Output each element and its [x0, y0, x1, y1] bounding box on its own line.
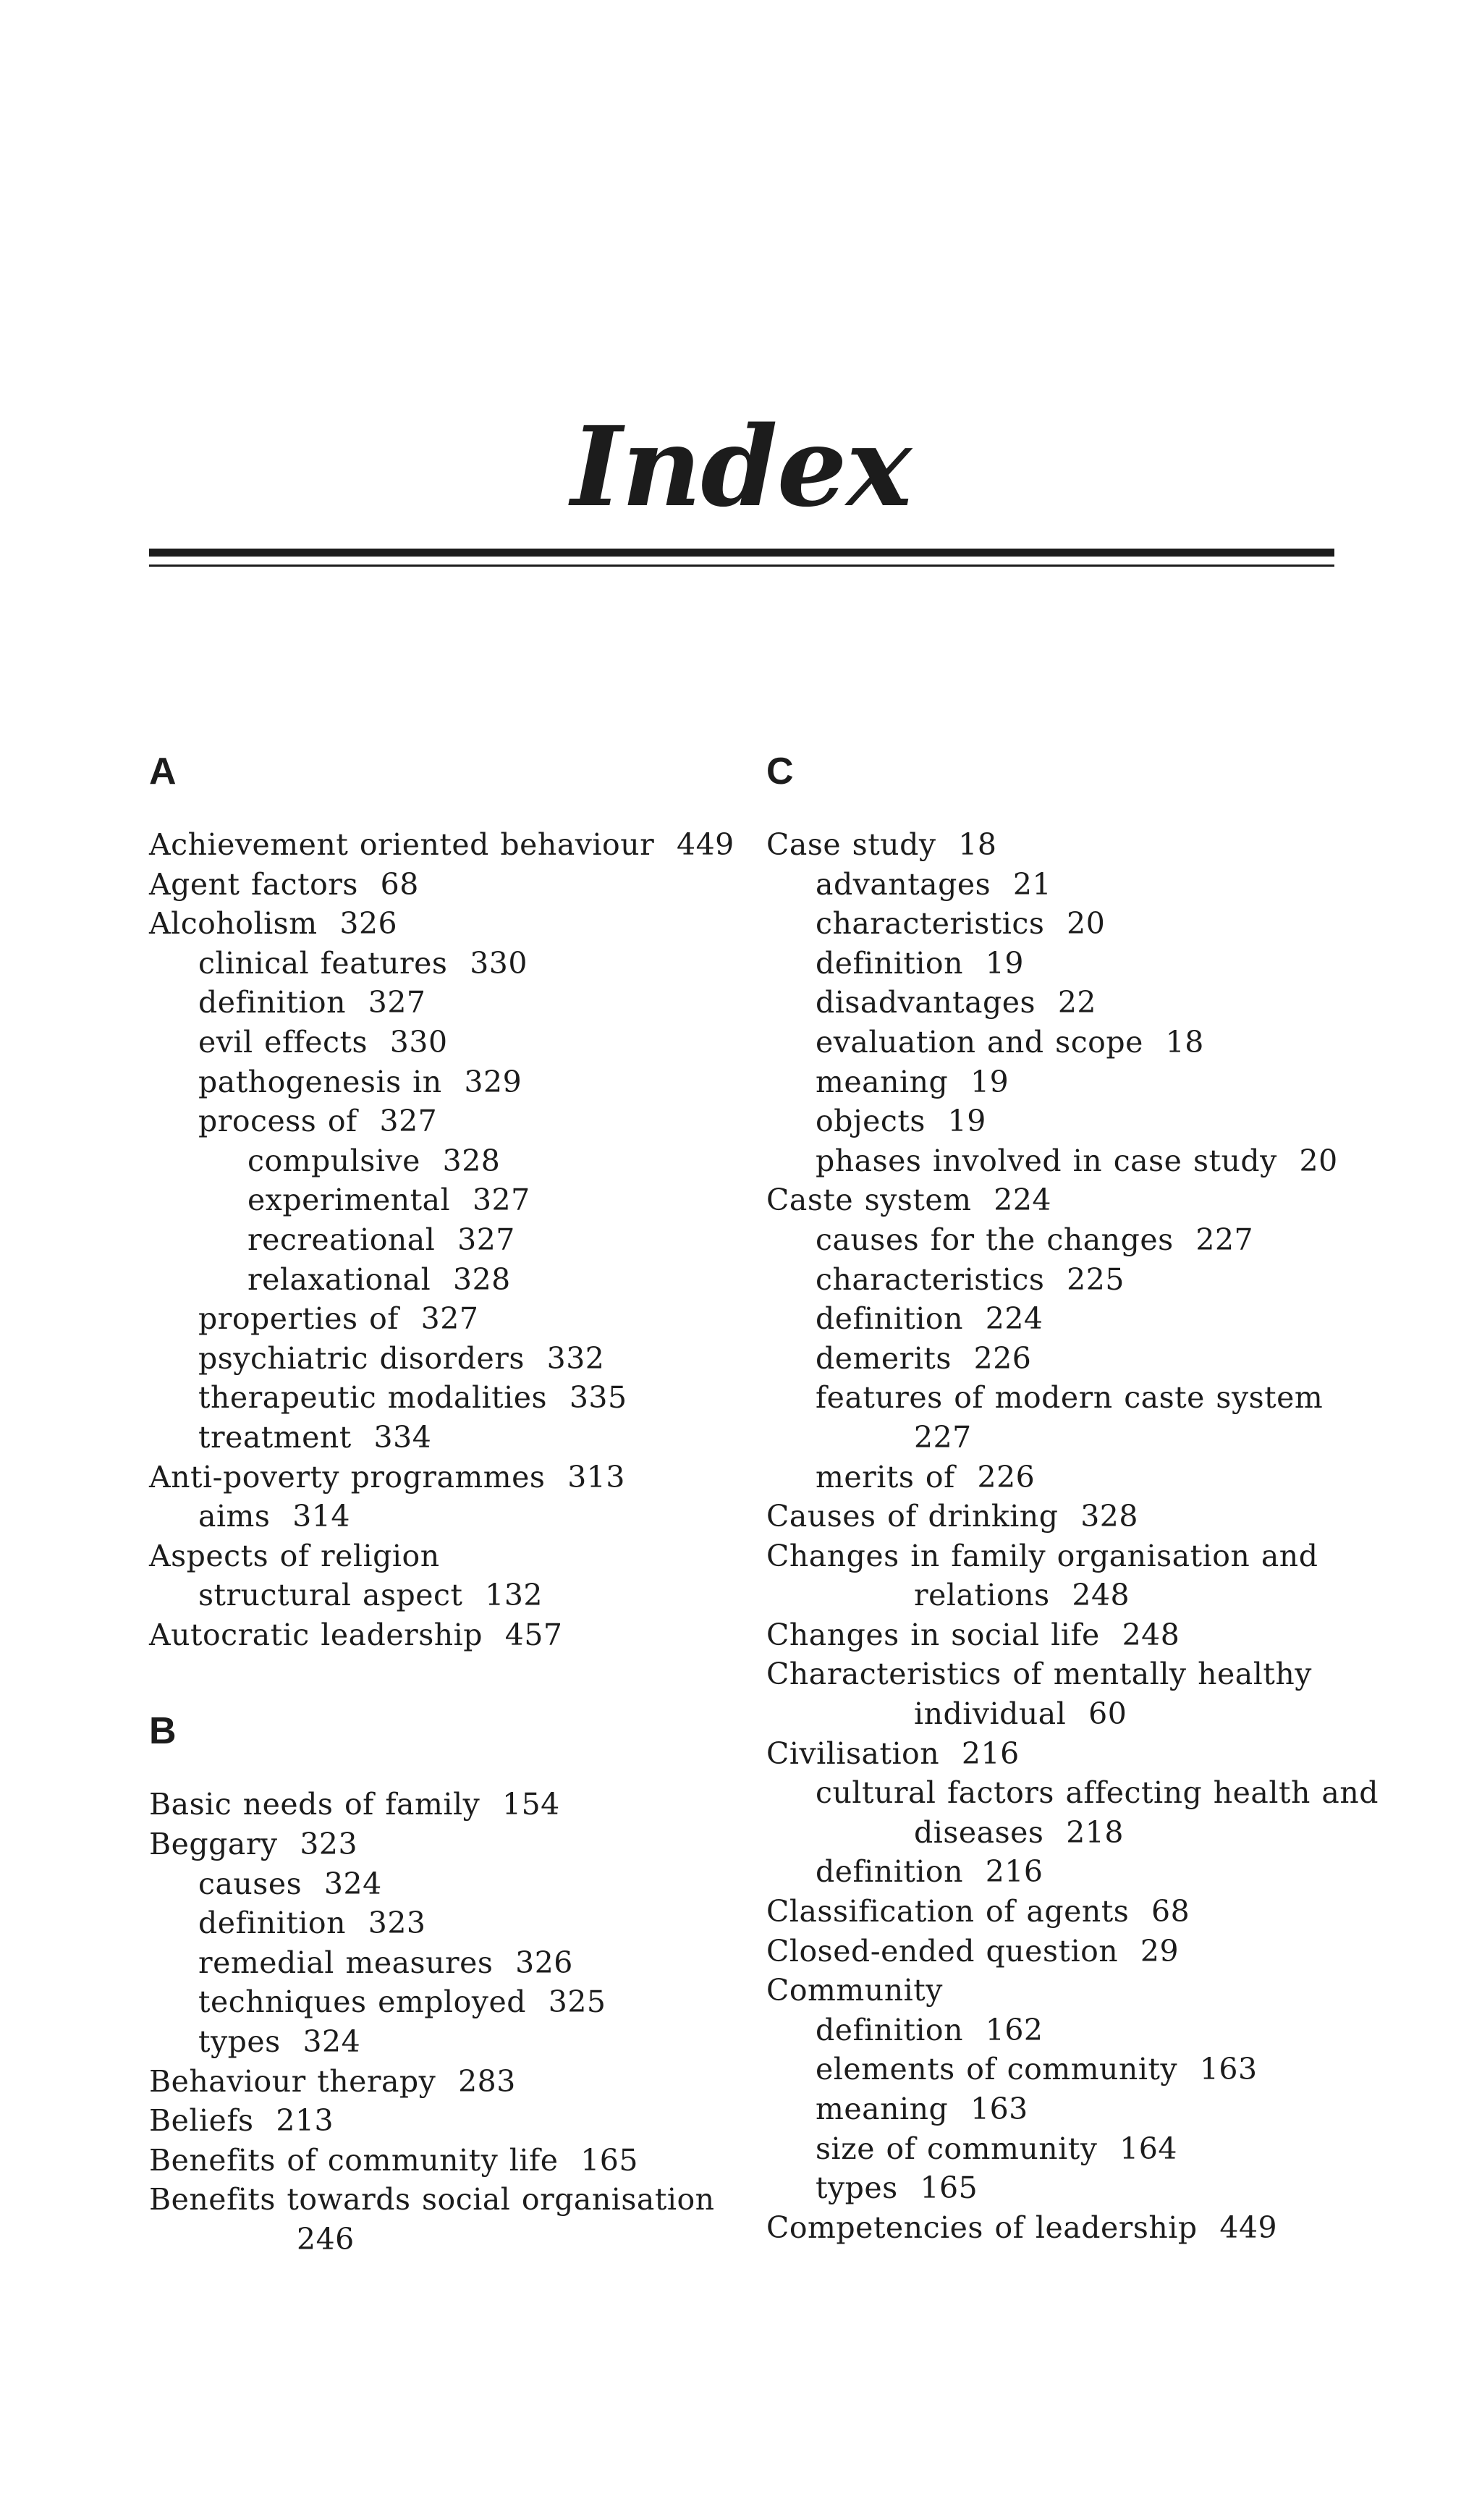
index-subentry — [766, 2089, 1345, 2129]
entry-term: techniques employed — [198, 1984, 526, 2020]
entry-page-number: 227 — [914, 1419, 972, 1455]
entry-term: remedial measures — [198, 1945, 494, 1980]
entry-page-number: 324 — [302, 2024, 361, 2060]
entry-page-number: 327 — [368, 985, 426, 1020]
entry-page-number: 19 — [970, 1064, 1009, 1099]
entry-page-number: 328 — [442, 1143, 501, 1178]
index-subentry — [766, 1062, 1345, 1102]
entry-term: definition — [816, 945, 963, 981]
index-entry — [766, 1971, 1345, 2010]
entry-term: Community — [766, 1973, 943, 2008]
entry-term: characteristics — [816, 906, 1045, 942]
index-entry — [149, 825, 734, 865]
entry-term: aims — [198, 1499, 271, 1534]
index-subentry — [149, 1418, 728, 1458]
entry-continuation — [816, 1813, 1345, 1853]
entry-list-c — [766, 825, 1379, 2247]
entry-term: definition — [816, 2012, 963, 2047]
entry-term: Autocratic leadership — [149, 1617, 483, 1652]
entry-term: evil effects — [198, 1024, 368, 1060]
index-entry — [149, 2101, 728, 2141]
entry-term: disadvantages — [816, 985, 1036, 1020]
entry-term: characteristics — [816, 1261, 1045, 1297]
index-subentry — [149, 1497, 728, 1536]
index-entry — [766, 1536, 1345, 1615]
index-subentry — [766, 1141, 1345, 1181]
entry-page-number: 18 — [1165, 1024, 1204, 1060]
entry-page-number: 68 — [1151, 1894, 1190, 1929]
entry-term: Aspects of religion — [149, 1538, 440, 1573]
entry-term: Benefits towards social organisation — [149, 2182, 715, 2217]
section-letter-b: B — [149, 1710, 177, 1753]
entry-page-number: 21 — [1012, 866, 1052, 902]
entry-page-number: 164 — [1119, 2131, 1177, 2166]
index-subentry — [149, 1180, 728, 1220]
entry-page-number: 328 — [1080, 1499, 1138, 1534]
index-entry — [766, 1734, 1345, 1774]
index-subentry — [149, 944, 728, 984]
index-subentry — [766, 1852, 1345, 1892]
title-rule-thick — [149, 549, 1334, 557]
entry-page-number: 248 — [1072, 1578, 1130, 1613]
entry-term: clinical features — [198, 945, 448, 981]
entry-list-b — [149, 1785, 728, 2259]
entry-term: compulsive — [247, 1143, 420, 1178]
index-subentry — [766, 1378, 1345, 1457]
entry-page-number: 323 — [368, 1906, 426, 1941]
entry-term-continued: individual — [914, 1696, 1067, 1732]
entry-term: cultural factors affecting health and — [816, 1775, 1379, 1811]
entry-term: Basic needs of family — [149, 1787, 480, 1822]
entry-page-number: 163 — [970, 2092, 1028, 2126]
index-subentry — [766, 944, 1345, 984]
entry-term: Beliefs — [149, 2103, 254, 2139]
entry-page-number: 165 — [920, 2170, 978, 2206]
index-entry — [149, 1458, 728, 1497]
index-subentry — [766, 2010, 1345, 2050]
entry-term: relaxational — [247, 1261, 431, 1297]
entry-page-number: 329 — [464, 1064, 522, 1099]
section-letter-a: A — [149, 750, 177, 792]
index-subentry — [766, 1260, 1345, 1300]
entry-page-number: 162 — [985, 2012, 1043, 2047]
entry-page-number: 226 — [973, 1340, 1032, 1376]
entry-term: therapeutic modalities — [198, 1380, 548, 1416]
index-subentry — [149, 983, 728, 1023]
entry-term: experimental — [247, 1183, 451, 1218]
entry-term: Changes in family organisation and — [766, 1538, 1318, 1573]
index-entry — [149, 2141, 728, 2181]
entry-term: causes — [198, 1866, 302, 1901]
index-entry — [149, 2180, 728, 2259]
entry-page-number: 323 — [300, 1827, 358, 1862]
entry-page-number: 328 — [452, 1261, 511, 1297]
entry-term: meaning — [816, 1064, 949, 1099]
entry-term: Causes of drinking — [766, 1499, 1059, 1534]
entry-page-number: 335 — [569, 1380, 627, 1416]
entry-term: Changes in social life — [766, 1617, 1100, 1652]
entry-page-number: 449 — [677, 827, 734, 862]
index-subentry — [149, 2022, 728, 2062]
index-column-right — [766, 745, 1379, 2247]
entry-page-number: 457 — [504, 1617, 563, 1652]
entry-term: Closed-ended question — [766, 1933, 1119, 1969]
index-entry — [149, 1785, 728, 1825]
index-entry — [766, 1180, 1345, 1220]
entry-page-number: 332 — [546, 1340, 605, 1376]
entry-term: definition — [198, 985, 346, 1020]
entry-page-number: 327 — [420, 1301, 479, 1337]
entry-page-number: 449 — [1219, 2210, 1278, 2245]
index-subentry — [149, 1260, 728, 1300]
entry-term: pathogenesis in — [198, 1064, 442, 1099]
entry-term-continued: relations — [914, 1578, 1050, 1613]
index-entry — [149, 904, 728, 944]
entry-page-number: 216 — [961, 1735, 1020, 1771]
entry-continuation — [766, 1694, 1345, 1734]
entry-term: types — [198, 2024, 281, 2060]
entry-page-number: 19 — [985, 945, 1024, 981]
entry-continuation — [816, 1418, 1345, 1458]
entry-term: Case study — [766, 827, 936, 862]
entry-page-number: 68 — [380, 866, 419, 902]
entry-term: meaning — [816, 2092, 949, 2126]
index-subentry — [766, 1299, 1345, 1339]
entry-page-number: 218 — [1066, 1814, 1124, 1850]
entry-page-number: 327 — [457, 1222, 515, 1257]
index-title: Index — [570, 402, 912, 531]
index-subentry — [766, 865, 1345, 905]
index-subentry — [149, 1864, 728, 1904]
entry-page-number: 314 — [292, 1499, 350, 1534]
section-spacer — [149, 1654, 728, 1705]
index-subentry — [149, 1023, 728, 1062]
index-subentry — [766, 1220, 1345, 1260]
entry-page-number: 20 — [1299, 1143, 1338, 1178]
entry-page-number: 20 — [1067, 906, 1106, 942]
entry-page-number: 226 — [977, 1459, 1036, 1494]
index-entry — [149, 1536, 728, 1576]
entry-page-number: 325 — [548, 1984, 606, 2020]
entry-term: advantages — [816, 866, 991, 902]
index-entry — [766, 1932, 1345, 1971]
entry-page-number: 224 — [994, 1183, 1052, 1218]
entry-page-number: 327 — [472, 1183, 530, 1218]
index-subentry — [766, 1102, 1345, 1141]
entry-term: psychiatric disorders — [198, 1340, 525, 1376]
entry-page-number: 283 — [458, 2063, 516, 2099]
entry-continuation — [766, 1576, 1345, 1615]
entry-term: definition — [816, 1854, 963, 1890]
index-subentry — [766, 2168, 1345, 2208]
entry-page-number: 248 — [1122, 1617, 1180, 1652]
entry-term: Characteristics of mentally healthy — [766, 1657, 1312, 1692]
entry-term: definition — [198, 1906, 346, 1941]
entry-term: process of — [198, 1104, 357, 1139]
entry-page-number: 227 — [1195, 1222, 1254, 1257]
title-rule-thin — [149, 565, 1334, 567]
entry-page-number: 216 — [985, 1854, 1043, 1890]
entry-term: Anti-poverty programmes — [149, 1459, 546, 1494]
entry-page-number: 132 — [485, 1578, 543, 1613]
index-entry — [149, 1825, 728, 1864]
entry-page-number: 213 — [276, 2103, 334, 2139]
entry-page-number: 326 — [515, 1945, 573, 1980]
index-entry — [766, 825, 1345, 865]
entry-term: evaluation and scope — [816, 1024, 1143, 1060]
entry-page-number: 334 — [373, 1419, 432, 1455]
entry-page-number: 324 — [323, 1866, 382, 1901]
index-entry — [149, 2062, 728, 2102]
entry-page-number: 154 — [502, 1787, 560, 1822]
entry-term: Competencies of leadership — [766, 2210, 1198, 2245]
entry-term: features of modern caste system — [816, 1380, 1324, 1416]
entry-page-number: 22 — [1057, 985, 1096, 1020]
index-subentry — [149, 1943, 728, 1983]
entry-term: Beggary — [149, 1827, 278, 1862]
index-subentry — [766, 2050, 1345, 2089]
entry-page-number: 19 — [947, 1104, 986, 1139]
entry-term: objects — [816, 1104, 926, 1139]
entry-term: Classification of agents — [766, 1894, 1130, 1929]
entry-term: Benefits of community life — [149, 2142, 559, 2178]
entry-term: Caste system — [766, 1183, 972, 1218]
entry-term-continued: diseases — [914, 1814, 1044, 1850]
entry-term: merits of — [816, 1459, 955, 1494]
index-subentry — [766, 1339, 1345, 1379]
entry-page-number: 327 — [379, 1104, 438, 1139]
index-subentry — [149, 1141, 728, 1181]
entry-page-number: 225 — [1067, 1261, 1125, 1297]
index-entry — [766, 1654, 1345, 1733]
entry-term: recreational — [247, 1222, 436, 1257]
index-subentry — [766, 983, 1345, 1023]
entry-page-number: 246 — [297, 2222, 355, 2257]
index-entry — [149, 1615, 728, 1655]
entry-page-number: 330 — [470, 945, 528, 981]
entry-page-number: 165 — [580, 2142, 638, 2178]
index-entry — [766, 2208, 1345, 2248]
index-subentry — [149, 1339, 728, 1379]
entry-term: Achievement oriented behaviour — [149, 827, 655, 862]
entry-page-number: 313 — [567, 1459, 625, 1494]
entry-term: Civilisation — [766, 1735, 940, 1771]
index-subentry — [149, 1982, 728, 2022]
index-entry — [766, 1497, 1345, 1536]
entry-page-number: 60 — [1088, 1696, 1127, 1732]
entry-term: elements of community — [816, 2052, 1178, 2087]
index-subentry — [149, 1299, 728, 1339]
entry-page-number: 29 — [1140, 1933, 1180, 1969]
entry-page-number: 224 — [985, 1301, 1043, 1337]
index-subentry — [766, 2129, 1345, 2169]
entry-term: size of community — [816, 2131, 1098, 2166]
entry-term: Agent factors — [149, 866, 358, 902]
index-subentry — [149, 1576, 728, 1615]
index-subentry — [766, 1773, 1379, 1852]
index-column-left — [149, 745, 734, 2259]
index-entry — [766, 1892, 1345, 1932]
index-subentry — [149, 1062, 728, 1102]
section-letter-c: C — [766, 750, 794, 792]
entry-term: demerits — [816, 1340, 952, 1376]
index-subentry — [149, 1220, 728, 1260]
entry-term: properties of — [198, 1301, 399, 1337]
index-entry — [766, 1615, 1345, 1655]
index-subentry — [149, 1903, 728, 1943]
entry-term: Alcoholism — [149, 906, 318, 942]
index-subentry — [149, 1102, 728, 1141]
entry-term: causes for the changes — [816, 1222, 1174, 1257]
entry-continuation — [149, 2220, 728, 2259]
entry-term: structural aspect — [198, 1578, 463, 1613]
index-subentry — [766, 1023, 1345, 1062]
entry-page-number: 163 — [1199, 2052, 1258, 2087]
entry-term: treatment — [198, 1419, 352, 1455]
entry-term: definition — [816, 1301, 963, 1337]
index-entry — [149, 865, 728, 905]
index-subentry — [766, 1458, 1345, 1497]
entry-term: types — [816, 2170, 898, 2206]
entry-list-a — [149, 825, 734, 1654]
entry-page-number: 326 — [339, 906, 398, 942]
index-subentry — [149, 1378, 728, 1418]
entry-term: phases involved in case study — [816, 1143, 1277, 1178]
entry-page-number: 18 — [958, 827, 997, 862]
index-subentry — [766, 904, 1345, 944]
entry-term: Behaviour therapy — [149, 2063, 436, 2099]
entry-page-number: 330 — [389, 1024, 448, 1060]
